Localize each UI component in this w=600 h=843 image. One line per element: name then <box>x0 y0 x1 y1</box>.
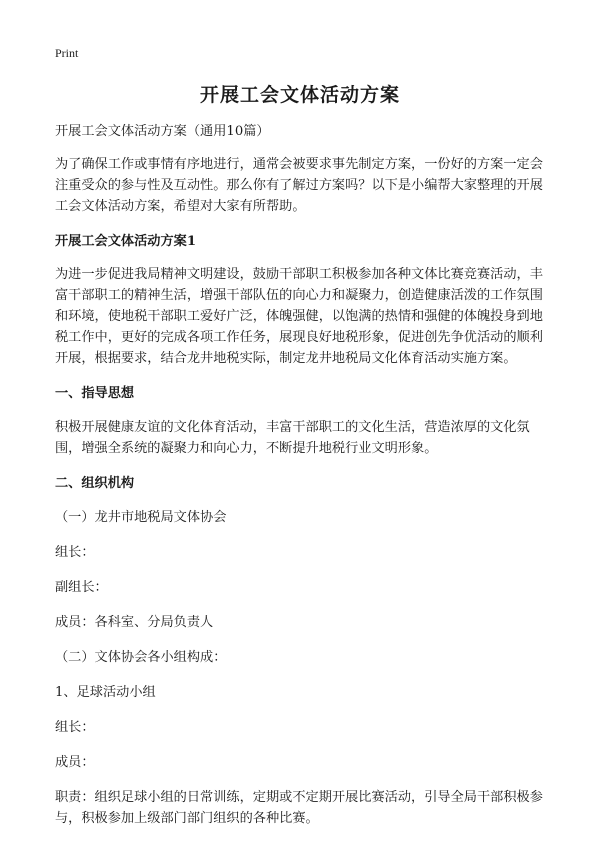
guiding-paragraph: 积极开展健康友谊的文化体育活动，丰富干部职工的文化生活，营造浓厚的文化氛围，增强全系统的凝聚力和向心力，不断提升地税行业文明形象。 <box>55 420 530 456</box>
members-line: 成员：各科室、分局负责人 <box>55 615 214 630</box>
document-subtitle: 开展工会文体活动方案（通用10篇） <box>55 124 270 139</box>
print-link[interactable]: Print <box>55 46 79 60</box>
org-subheading-1: （一）龙井市地税局文体协会 <box>55 510 227 525</box>
football-leader-line: 组长： <box>55 720 95 735</box>
vice-leader-line: 副组长： <box>55 580 108 595</box>
guiding-heading: 一、指导思想 <box>55 386 135 401</box>
duties-paragraph: 职责：组织足球小组的日常训练，定期或不定期开展比赛活动，引导全局干部积极参与，积极参加上级部门部门组织的各种比赛。 <box>55 790 543 826</box>
section-paragraph: 为进一步促进我局精神文明建设，鼓励干部职工积极参加各种文体比赛竞赛活动，丰富干部职工的精神生活，增强干部队伍的向心力和凝聚力，创造健康活泼的工作氛围和环境，使地税干部职工爱好广泛，体魄强健，以饱满的热情和强健的体魄投身到地税工作中，更好的完成各项工作任务，展现良好地税形象，促进创先争优活动的顺利开展，根据要求，结合龙井地税实际，制定龙井地税局文化体育活动实施方案。 <box>55 267 543 366</box>
football-members-line: 成员： <box>55 755 95 770</box>
document-body <box>55 121 555 843</box>
page-title: 开展工会文体活动方案 <box>199 84 400 106</box>
section-heading: 开展工会文体活动方案1 <box>55 234 197 249</box>
leader-line: 组长： <box>55 545 95 560</box>
intro-paragraph: 为了确保工作或事情有序地进行，通常会被要求事先制定方案，一份好的方案一定会注重受众的参与性及互动性。那么你有了解过方案吗？以下是小编帮大家整理的开展工会文体活动方案，希望对大家有所帮助。 <box>55 157 543 214</box>
football-group-line: 1、足球活动小组 <box>55 685 156 700</box>
org-heading: 二、组织机构 <box>55 476 135 491</box>
org-subheading-2: （二）文体协会各小组构成： <box>55 650 227 665</box>
